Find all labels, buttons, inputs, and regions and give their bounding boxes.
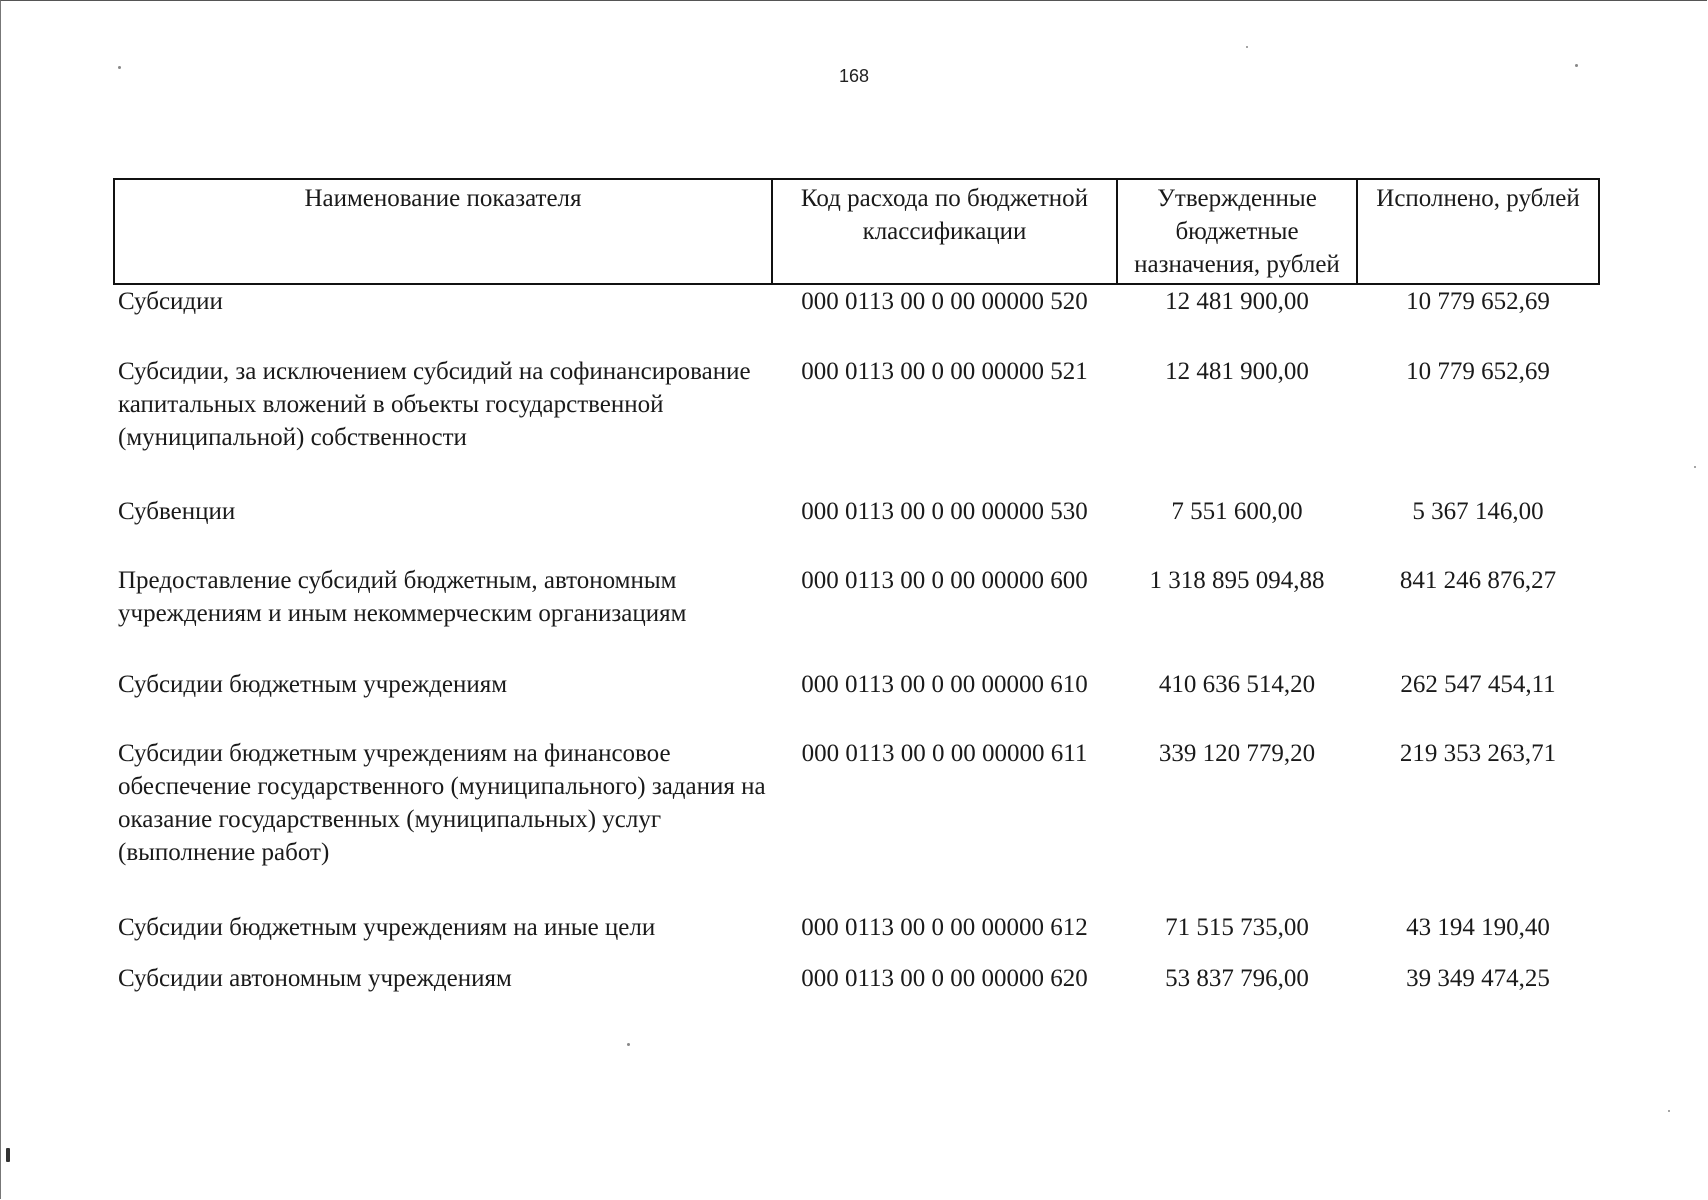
row-approved: 12 481 900,00 xyxy=(1165,358,1309,385)
row-approved: 71 515 735,00 xyxy=(1165,914,1309,941)
row-executed: 10 779 652,69 xyxy=(1406,288,1550,315)
row-executed: 10 779 652,69 xyxy=(1406,358,1550,385)
row-name: Субвенции xyxy=(118,498,236,525)
scan-speck xyxy=(1575,64,1578,67)
row-executed: 262 547 454,11 xyxy=(1400,671,1556,698)
scan-speck xyxy=(627,1043,630,1046)
row-name: Предоставление субсидий бюджетным, автономным учреждениям и иным некоммерческим организациям xyxy=(118,567,687,627)
scan-speck xyxy=(1246,46,1248,48)
scan-speck xyxy=(6,1148,10,1162)
row-approved: 53 837 796,00 xyxy=(1165,965,1309,992)
row-executed: 219 353 263,71 xyxy=(1399,740,1557,767)
row-code: 000 0113 00 0 00 00000 520 xyxy=(801,288,1088,315)
header-indicator-name: Наименование показателя xyxy=(114,179,772,284)
page-number: 168 xyxy=(838,66,870,86)
row-name: Субсидии, за исключением субсидий на софинансирование капитальных вложений в объекты государственной (муниципальной) собственности xyxy=(118,358,751,451)
table-row xyxy=(114,911,1599,962)
table-row xyxy=(114,737,1599,911)
row-name: Субсидии xyxy=(118,288,223,315)
budget-execution-table xyxy=(113,178,1600,1002)
row-approved: 339 120 779,20 xyxy=(1158,740,1316,767)
row-executed: 43 194 190,40 xyxy=(1406,914,1550,941)
row-approved: 1 318 895 094,88 xyxy=(1149,567,1325,594)
table-row xyxy=(114,668,1599,737)
row-code: 000 0113 00 0 00 00000 610 xyxy=(801,671,1088,698)
row-executed: 39 349 474,25 xyxy=(1406,965,1550,992)
row-code: 000 0113 00 0 00 00000 612 xyxy=(801,914,1088,941)
table-row xyxy=(114,355,1599,495)
row-code: 000 0113 00 0 00 00000 620 xyxy=(801,965,1088,992)
table-row xyxy=(114,495,1599,564)
row-name: Субсидии бюджетным учреждениям на финансовое обеспечение государственного (муниципального) задания на оказание государственных (муниципальных) услуг (выполнение работ) xyxy=(118,740,766,866)
header-expense-code: Код расхода по бюджетной классификации xyxy=(772,179,1117,284)
row-approved: 12 481 900,00 xyxy=(1165,288,1309,315)
row-name: Субсидии бюджетным учреждениям xyxy=(118,671,508,698)
row-code: 000 0113 00 0 00 00000 611 xyxy=(801,740,1088,767)
row-name: Субсидии бюджетным учреждениям на иные цели xyxy=(118,914,656,941)
row-executed: 841 246 876,27 xyxy=(1399,567,1557,594)
row-code: 000 0113 00 0 00 00000 521 xyxy=(801,358,1088,385)
header-executed-amount: Исполнено, рублей xyxy=(1357,179,1599,284)
row-name: Субсидии автономным учреждениям xyxy=(118,965,512,992)
header-approved-amount: Утвержденные бюджетные назначения, рублей xyxy=(1117,179,1357,284)
row-code: 000 0113 00 0 00 00000 530 xyxy=(801,498,1088,525)
row-approved: 410 636 514,20 xyxy=(1158,671,1316,698)
row-executed: 5 367 146,00 xyxy=(1412,498,1544,525)
table-header-row xyxy=(114,179,1599,284)
row-code: 000 0113 00 0 00 00000 600 xyxy=(801,567,1088,594)
table-row xyxy=(114,284,1599,355)
table-row xyxy=(114,564,1599,668)
scan-speck xyxy=(1694,466,1696,468)
row-approved: 7 551 600,00 xyxy=(1171,498,1303,525)
table-row xyxy=(114,962,1599,1002)
scan-speck xyxy=(1668,1110,1670,1112)
scan-speck xyxy=(118,66,121,69)
